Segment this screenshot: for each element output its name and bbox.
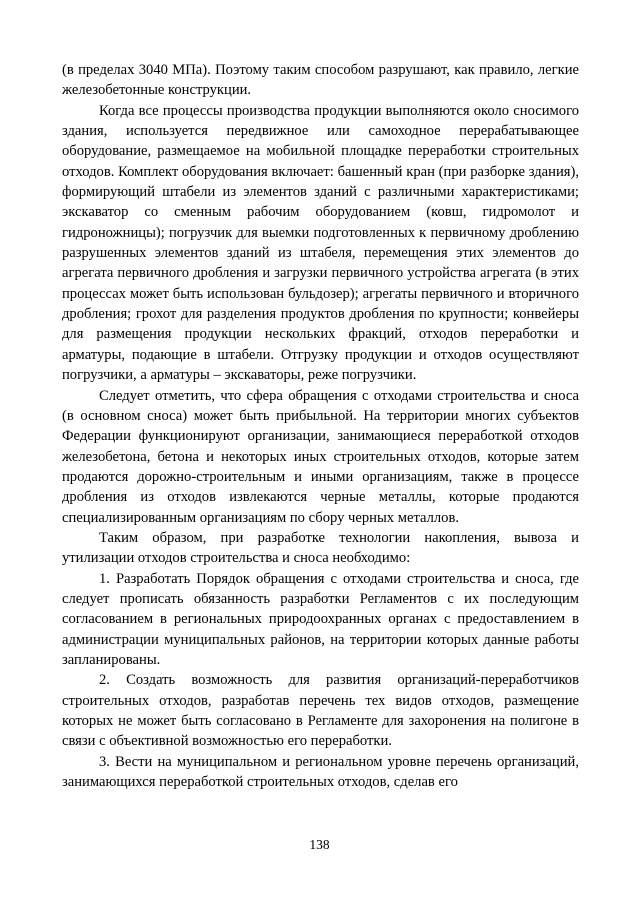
paragraph-continuation: (в пределах 3040 МПа). Поэтому таким способом разрушают, как правило, легкие железобетонные конструкции. (62, 62, 579, 99)
paragraph-conclusion-intro: Таким образом, при разработке технологии накопления, вывоза и утилизации отходов строительства и сноса необходимо: (62, 529, 579, 567)
page-number: 138 (309, 837, 330, 852)
paragraph-equipment: Когда все процессы производства продукции выполняются около сносимого здания, используется передвижное или самоходное перерабатывающее оборудование, размещаемое на мобильной площадке переработки строительных отходов. Комплект оборудования включает: башенный кран (при разборке здания), формирующий штабели из элементов зданий с различными характеристиками; экскаватор со сменным рабочим оборудованием (ковш, гидромолот и гидроножницы); погрузчик для выемки подготовленных к первичному дроблению разрушенных элементов зданий из штабеля, перемещения этих элементов до агрегата первичного дробления и загрузки первичного устройства агрегата (в этих процессах может быть использован бульдозер); агрегаты первичного и вторичного дробления; грохот для разделения продуктов дробления по крупности; конвейеры для размещения продукции нескольких фракций, отходов переработки и арматуры, подающие в штабели. Отгрузку продукции и отходов осуществляют погрузчики, а арматуры – экскаваторы, реже погрузчики. (62, 102, 579, 384)
paragraph-item-1: 1. Разработать Порядок обращения с отходами строительства и сноса, где следует прописать обязанность разработки Регламентов с их последующим согласованием в региональных природоохранных органах с предоставлением в администрации муниципальных районов, на территории которых данные работы запланированы. (62, 570, 579, 668)
body-text (62, 60, 579, 792)
paragraph-item-2: 2. Создать возможность для развития организаций-переработчиков строительных отходов, разработав перечень тех видов отходов, размещение которых не может быть согласовано в Регламенте для захоронения на полигоне в связи с объективной возможностью его переработки. (62, 672, 579, 750)
paragraph-profitability: Следует отметить, что сфера обращения с отходами строительства и сноса (в основном сноса) может быть прибыльной. На территории многих субъектов Федерации функционируют организации, занимающиеся переработкой отходов железобетона, бетона и некоторых иных строительных отходов, которые затем продаются дорожно-строительным и иными организациям, также в процессе дробления из отходов извлекаются черные металлы, которые продаются специализированным организациям по сбору черных металлов. (62, 387, 579, 526)
paragraph-item-3: 3. Вести на муниципальном и региональном уровне перечень организаций, занимающихся переработкой строительных отходов, сделав его (62, 753, 579, 791)
